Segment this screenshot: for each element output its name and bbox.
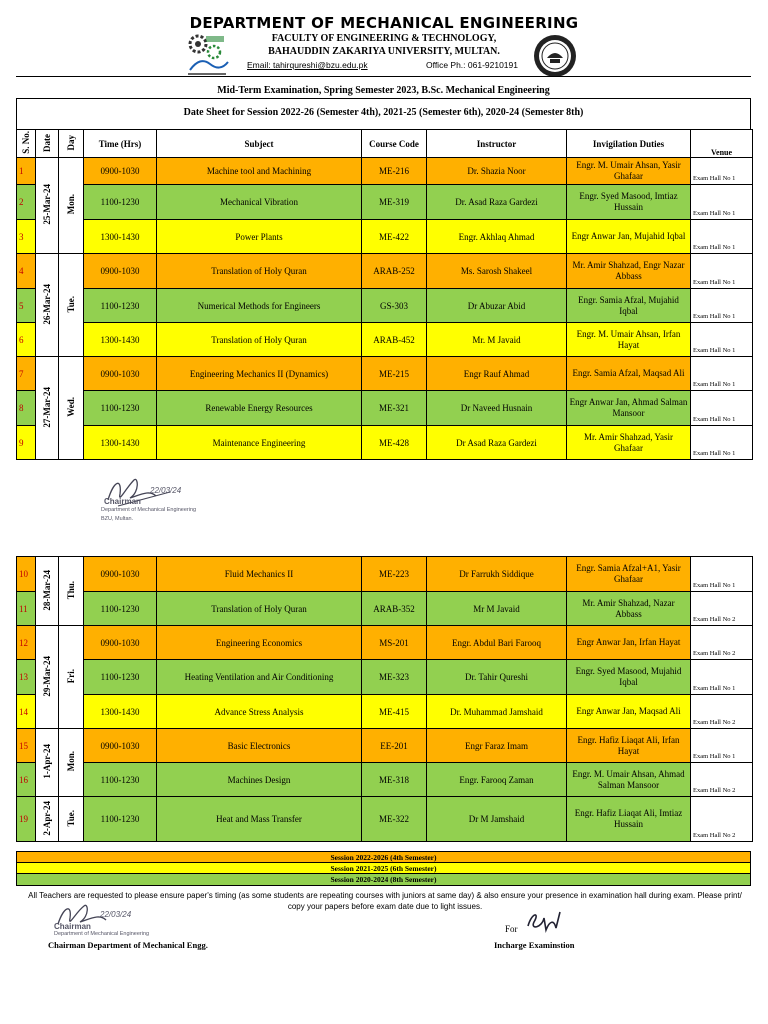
- subject-cell: Numerical Methods for Engineers: [157, 289, 362, 323]
- instructor-cell: Mr M Javaid: [427, 592, 567, 626]
- incharge-signature-icon: [524, 908, 570, 936]
- instructor-cell: Dr M Jamshaid: [427, 797, 567, 842]
- day-cell: [59, 797, 84, 842]
- invigilation-cell: Engr. Syed Masood, Imtiaz Hussain: [567, 185, 691, 220]
- datesheet-table-2: [16, 556, 753, 842]
- time-cell: 0900-1030: [84, 626, 157, 660]
- course-code-cell: ME-318: [362, 763, 427, 797]
- serial-number: 4: [17, 254, 36, 289]
- instructor-cell: Engr. Akhlaq Ahmad: [427, 220, 567, 254]
- table-row: [17, 185, 753, 220]
- date-label: 28-Mar-24: [42, 569, 52, 611]
- time-cell: 1100-1230: [84, 660, 157, 695]
- subject-cell: Translation of Holy Quran: [157, 254, 362, 289]
- serial-number: 6: [17, 323, 36, 357]
- course-code-cell: ME-321: [362, 391, 427, 426]
- time-cell: 1100-1230: [84, 289, 157, 323]
- serial-number: 14: [17, 695, 36, 729]
- office-phone: Office Ph.: 061-9210191: [426, 60, 518, 70]
- col-subject: Subject: [157, 130, 362, 158]
- time-cell: 1300-1430: [84, 426, 157, 460]
- instructor-cell: Engr Faraz Imam: [427, 729, 567, 763]
- time-cell: 1300-1430: [84, 695, 157, 729]
- venue-cell: Exam Hall No 1: [691, 185, 753, 220]
- invigilation-cell: Engr. Samia Afzal, Mujahid Iqbal: [567, 289, 691, 323]
- signature-2-role: Chairman: [54, 922, 91, 931]
- serial-number: 15: [17, 729, 36, 763]
- invigilation-cell: Engr. Hafiz Liaqat Ali, Imtiaz Hussain: [567, 797, 691, 842]
- datesheet-heading: Date Sheet for Session 2022-26 (Semester 4th), 2021-25 (Semester 6th), 2020-24 (Semester 8th): [16, 98, 751, 130]
- table-row: [17, 220, 753, 254]
- venue-cell: Exam Hall No 1: [691, 426, 753, 460]
- col-time: Time (Hrs): [84, 130, 157, 158]
- table-row: [17, 557, 753, 592]
- table-row: [17, 158, 753, 185]
- course-code-cell: ME-422: [362, 220, 427, 254]
- serial-number: 9: [17, 426, 36, 460]
- instructor-cell: Dr. Muhammad Jamshaid: [427, 695, 567, 729]
- course-code-cell: ME-223: [362, 557, 427, 592]
- for-label: For: [505, 924, 518, 934]
- signature-2-dept: Department of Mechanical Engineering: [54, 931, 150, 937]
- course-code-cell: ME-319: [362, 185, 427, 220]
- day-label: Wed.: [66, 397, 76, 417]
- subject-cell: Heating Ventilation and Air Conditioning: [157, 660, 362, 695]
- table-row: [17, 289, 753, 323]
- invigilation-cell: Engr. M. Umair Ahsan, Yasir Ghafaar: [567, 158, 691, 185]
- date-label: 27-Mar-24: [42, 386, 52, 428]
- date-cell: [36, 626, 59, 729]
- venue-cell: Exam Hall No 2: [691, 763, 753, 797]
- datesheet-table-1: [16, 129, 753, 460]
- venue-cell: Exam Hall No 1: [691, 391, 753, 426]
- serial-number: 13: [17, 660, 36, 695]
- table-row: [17, 323, 753, 357]
- university-seal-icon: [532, 34, 578, 78]
- serial-number: 3: [17, 220, 36, 254]
- header-rule: [16, 76, 751, 77]
- table-row: [17, 797, 753, 842]
- time-cell: 0900-1030: [84, 729, 157, 763]
- venue-cell: Exam Hall No 2: [691, 695, 753, 729]
- venue-cell: Exam Hall No 1: [691, 158, 753, 185]
- instructor-cell: Engr. Abdul Bari Farooq: [427, 626, 567, 660]
- instructor-cell: Ms. Sarosh Shakeel: [427, 254, 567, 289]
- subject-cell: Renewable Energy Resources: [157, 391, 362, 426]
- university-line: BAHAUDDIN ZAKARIYA UNIVERSITY, MULTAN.: [268, 46, 500, 57]
- venue-cell: Exam Hall No 1: [691, 357, 753, 391]
- table-row: [17, 763, 753, 797]
- signature-date: 22/03/24: [150, 486, 182, 495]
- time-cell: 0900-1030: [84, 158, 157, 185]
- table-row: [17, 592, 753, 626]
- day-label: Mon.: [66, 194, 76, 215]
- exam-title: Mid-Term Examination, Spring Semester 2023, B.Sc. Mechanical Engineering: [217, 85, 550, 96]
- subject-cell: Machine tool and Machining: [157, 158, 362, 185]
- subject-cell: Translation of Holy Quran: [157, 323, 362, 357]
- course-code-cell: ME-216: [362, 158, 427, 185]
- date-label: 2-Apr-24: [42, 800, 52, 836]
- signature-role: Chairman: [104, 497, 141, 506]
- signature-dept: Department of Mechanical Engineering: [101, 507, 197, 513]
- serial-number: 2: [17, 185, 36, 220]
- chairman-footer: Chairman Department of Mechanical Engg.: [48, 940, 208, 950]
- invigilation-cell: Engr. Samia Afzal, Maqsad Ali: [567, 357, 691, 391]
- venue-cell: Exam Hall No 1: [691, 323, 753, 357]
- invigilation-cell: Mr. Amir Shahzad, Engr Nazar Abbass: [567, 254, 691, 289]
- subject-cell: Power Plants: [157, 220, 362, 254]
- venue-cell: Exam Hall No 2: [691, 626, 753, 660]
- subject-cell: Advance Stress Analysis: [157, 695, 362, 729]
- invigilation-cell: Engr Anwar Jan, Irfan Hayat: [567, 626, 691, 660]
- date-cell: [36, 254, 59, 357]
- course-code-cell: MS-201: [362, 626, 427, 660]
- table-row: [17, 695, 753, 729]
- invigilation-cell: Engr Anwar Jan, Mujahid Iqbal: [567, 220, 691, 254]
- venue-cell: Exam Hall No 1: [691, 254, 753, 289]
- venue-cell: Exam Hall No 2: [691, 797, 753, 842]
- day-cell: [59, 254, 84, 357]
- table-row: [17, 729, 753, 763]
- time-cell: 1300-1430: [84, 220, 157, 254]
- col-date: Date: [42, 133, 52, 152]
- time-cell: 1100-1230: [84, 391, 157, 426]
- date-cell: [36, 729, 59, 797]
- date-cell: [36, 158, 59, 254]
- course-code-cell: ME-322: [362, 797, 427, 842]
- date-label: 26-Mar-24: [42, 283, 52, 325]
- table-header-row: [17, 130, 753, 158]
- serial-number: 5: [17, 289, 36, 323]
- course-code-cell: ME-215: [362, 357, 427, 391]
- date-cell: [36, 357, 59, 460]
- day-cell: [59, 158, 84, 254]
- instructor-cell: Dr. Shazia Noor: [427, 158, 567, 185]
- time-cell: 0900-1030: [84, 254, 157, 289]
- faculty-line: FACULTY OF ENGINEERING & TECHNOLOGY,: [271, 33, 497, 44]
- signature-place: BZU, Multan.: [101, 516, 134, 522]
- serial-number: 16: [17, 763, 36, 797]
- table-row: [17, 660, 753, 695]
- serial-number: 12: [17, 626, 36, 660]
- invigilation-cell: Engr. M. Umair Ahsan, Irfan Hayat: [567, 323, 691, 357]
- date-cell: [36, 557, 59, 626]
- venue-cell: Exam Hall No 1: [691, 557, 753, 592]
- instructor-cell: Dr Naveed Husnain: [427, 391, 567, 426]
- subject-cell: Maintenance Engineering: [157, 426, 362, 460]
- time-cell: 1100-1230: [84, 592, 157, 626]
- date-label: 29-Mar-24: [42, 655, 52, 697]
- legend-session-6th: Session 2021-2025 (6th Semester): [16, 862, 751, 875]
- instructor-cell: Engr. Farooq Zaman: [427, 763, 567, 797]
- serial-number: 10: [17, 557, 36, 592]
- instructor-cell: Dr. Asad Raza Gardezi: [427, 185, 567, 220]
- venue-cell: Exam Hall No 1: [691, 220, 753, 254]
- instructor-cell: Engr Rauf Ahmad: [427, 357, 567, 391]
- day-label: Fri.: [66, 668, 76, 684]
- time-cell: 1100-1230: [84, 763, 157, 797]
- venue-cell: Exam Hall No 1: [691, 729, 753, 763]
- col-venue: Venue: [691, 130, 753, 158]
- day-label: Mon.: [66, 751, 76, 772]
- serial-number: 8: [17, 391, 36, 426]
- course-code-cell: ARAB-452: [362, 323, 427, 357]
- instructor-cell: Mr. M Javaid: [427, 323, 567, 357]
- time-cell: 1300-1430: [84, 323, 157, 357]
- invigilation-cell: Engr Anwar Jan, Ahmad Salman Mansoor: [567, 391, 691, 426]
- course-code-cell: ME-323: [362, 660, 427, 695]
- course-code-cell: EE-201: [362, 729, 427, 763]
- subject-cell: Translation of Holy Quran: [157, 592, 362, 626]
- venue-cell: Exam Hall No 2: [691, 592, 753, 626]
- col-sno: S. No.: [21, 131, 31, 154]
- day-cell: [59, 557, 84, 626]
- date-cell: [36, 797, 59, 842]
- department-logo-icon: [184, 32, 230, 76]
- col-day: Day: [66, 134, 76, 151]
- instructor-cell: Dr Abuzar Abid: [427, 289, 567, 323]
- venue-cell: Exam Hall No 1: [691, 289, 753, 323]
- invigilation-cell: Engr Anwar Jan, Maqsad Ali: [567, 695, 691, 729]
- signature-2-date: 22/03/24: [100, 910, 132, 919]
- incharge-footer: Incharge Examinstion: [494, 940, 575, 950]
- serial-number: 19: [17, 797, 36, 842]
- date-label: 1-Apr-24: [42, 744, 52, 779]
- invigilation-cell: Engr. Syed Masood, Mujahid Iqbal: [567, 660, 691, 695]
- course-code-cell: ARAB-352: [362, 592, 427, 626]
- course-code-cell: GS-303: [362, 289, 427, 323]
- instructor-cell: Dr. Tahir Qureshi: [427, 660, 567, 695]
- legend-session-8th: Session 2020-2024 (8th Semester): [16, 873, 751, 886]
- course-code-cell: ME-428: [362, 426, 427, 460]
- venue-cell: Exam Hall No 1: [691, 660, 753, 695]
- serial-number: 1: [17, 158, 36, 185]
- time-cell: 0900-1030: [84, 357, 157, 391]
- serial-number: 7: [17, 357, 36, 391]
- day-cell: [59, 626, 84, 729]
- invigilation-cell: Mr. Amir Shahzad, Yasir Ghafaar: [567, 426, 691, 460]
- subject-cell: Fluid Mechanics II: [157, 557, 362, 592]
- teachers-note: All Teachers are requested to please ensure paper's timing (as some students are repeating courses with juniors at same day) & also ensure your presence in examination hall during exam. Please print/ copy your papers before exam date due to light issues.: [28, 891, 742, 911]
- table-row: [17, 626, 753, 660]
- date-label: 25-Mar-24: [42, 184, 52, 225]
- subject-cell: Basic Electronics: [157, 729, 362, 763]
- time-cell: 1100-1230: [84, 797, 157, 842]
- subject-cell: Mechanical Vibration: [157, 185, 362, 220]
- time-cell: 1100-1230: [84, 185, 157, 220]
- day-cell: [59, 357, 84, 460]
- instructor-cell: Dr Asad Raza Gardezi: [427, 426, 567, 460]
- time-cell: 0900-1030: [84, 557, 157, 592]
- invigilation-cell: Engr. Hafiz Liaqat Ali, Irfan Hayat: [567, 729, 691, 763]
- invigilation-cell: Mr. Amir Shahzad, Nazar Abbass: [567, 592, 691, 626]
- day-label: Thu.: [66, 580, 76, 600]
- course-code-cell: ME-415: [362, 695, 427, 729]
- email-text: Email: tahirqureshi@bzu.edu.pk: [247, 60, 368, 70]
- day-label: Tue.: [66, 809, 76, 827]
- subject-cell: Engineering Mechanics II (Dynamics): [157, 357, 362, 391]
- invigilation-cell: Engr. M. Umair Ahsan, Ahmad Salman Mansoor: [567, 763, 691, 797]
- department-title: DEPARTMENT OF MECHANICAL ENGINEERING: [189, 14, 579, 32]
- day-label: Tue.: [66, 295, 76, 313]
- subject-cell: Engineering Economics: [157, 626, 362, 660]
- course-code-cell: ARAB-252: [362, 254, 427, 289]
- invigilation-cell: Engr. Samia Afzal+A1, Yasir Ghafaar: [567, 557, 691, 592]
- col-instructor: Instructor: [427, 130, 567, 158]
- serial-number: 11: [17, 592, 36, 626]
- table-row: [17, 254, 753, 289]
- subject-cell: Machines Design: [157, 763, 362, 797]
- subject-cell: Heat and Mass Transfer: [157, 797, 362, 842]
- day-cell: [59, 729, 84, 797]
- instructor-cell: Dr Farrukh Siddique: [427, 557, 567, 592]
- col-code: Course Code: [362, 130, 427, 158]
- table-row: [17, 391, 753, 426]
- legend-session-4th: Session 2022-2026 (4th Semester): [16, 851, 751, 864]
- col-invigilation: Invigilation Duties: [567, 130, 691, 158]
- table-row: [17, 426, 753, 460]
- table-row: [17, 357, 753, 391]
